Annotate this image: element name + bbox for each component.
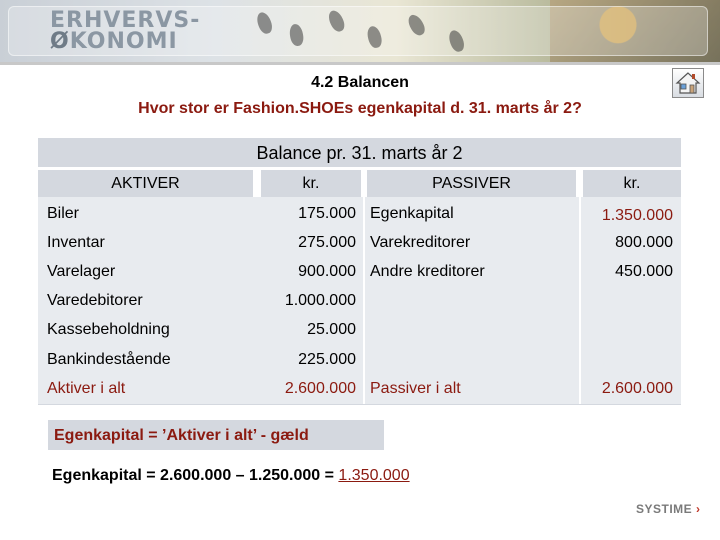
aktiv-label: Biler [47,205,80,222]
header-banner [0,0,720,62]
aktiv-value: 275.000 [298,234,356,251]
aktiv-value: 900.000 [298,263,356,280]
systime-arc-icon: › [692,502,701,516]
home-icon [673,69,703,97]
logo-accent-letter: Ø [50,29,70,54]
aktiv-label: Inventar [47,234,105,251]
balance-title: Balance pr. 31. marts år 2 [38,138,681,167]
formula-definition: Egenkapital = ’Aktiver i alt’ - gæld [48,420,384,450]
passiv-value: 450.000 [615,263,673,280]
logo-line-1: ERHVERVS- [50,8,201,33]
header-kr-passiver: kr. [583,170,681,197]
aktiv-label: Bankindestående [47,351,171,368]
passiver-total-value: 2.600.000 [601,380,673,397]
calc-result: 1.350.000 [338,467,410,484]
aktiver-total-label: Aktiver i alt [47,380,126,397]
question-text: Hvor stor er Fashion.SHOEs egenkapital d. 31. marts år 2? [138,100,582,117]
passiver-total-label: Passiver i alt [370,380,461,397]
header-kr-aktiver: kr. [261,170,361,197]
header-aktiver: AKTIVER [38,170,253,197]
formula-calculation [52,467,410,485]
logo-line-2-rest: KONOMI [69,29,178,54]
slide-title: 4.2 Balancen [311,74,409,91]
passiv-label: Egenkapital [370,205,454,222]
aktiv-value: 225.000 [298,351,356,368]
systime-brand: SYSTIME [636,502,693,516]
column-divider [363,197,365,404]
passiv-label: Varekreditorer [370,234,471,251]
passiv-value-egenkapital: 1.350.000 [601,207,673,224]
home-button[interactable] [672,68,704,98]
systime-logo [636,502,701,516]
calc-prefix: Egenkapital = 2.600.000 – 1.250.000 = [52,467,339,484]
aktiv-value: 25.000 [307,321,356,338]
logo-line-2 [50,31,200,52]
aktiv-value: 175.000 [298,205,356,222]
aktiv-label: Varelager [47,263,116,280]
banner-divider [0,62,720,65]
aktiv-label: Kassebeholdning [47,321,170,338]
header-passiver: PASSIVER [367,170,576,197]
aktiv-label: Varedebitorer [47,292,143,309]
logo [50,10,200,52]
aktiver-total-value: 2.600.000 [284,380,356,397]
aktiv-value: 1.000.000 [284,292,356,309]
passiv-label: Andre kreditorer [370,263,485,280]
column-divider [579,197,581,404]
passiv-value: 800.000 [615,234,673,251]
